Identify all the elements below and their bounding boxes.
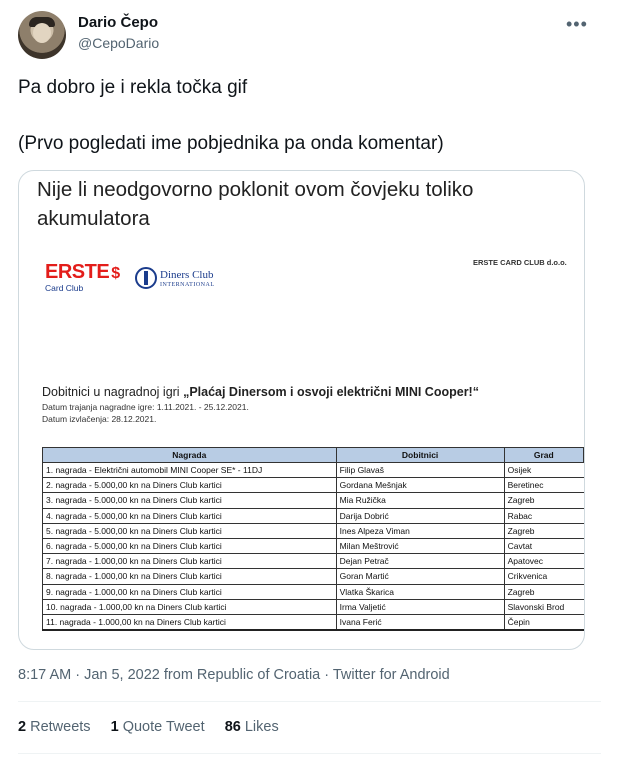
document-title: Dobitnici u nagradnoj igri „Plaćaj Dinersom i osvoji električni MINI Cooper!“ bbox=[42, 385, 479, 399]
table-cell: 10. nagrada - 1.000,00 kn na Diners Club kartici bbox=[43, 599, 337, 614]
table-cell: Slavonski Brod bbox=[504, 599, 583, 614]
table-cell: Milan Meštrović bbox=[336, 538, 504, 553]
table-cell: Ivana Ferić bbox=[336, 614, 504, 630]
company-name: ERSTE CARD CLUB d.o.o. bbox=[473, 258, 567, 267]
table-cell: Ines Alpeza Viman bbox=[336, 523, 504, 538]
table-cell: Zagreb bbox=[504, 493, 583, 508]
table-cell: 3. nagrada - 5.000,00 kn na Diners Club kartici bbox=[43, 493, 337, 508]
table-cell: 7. nagrada - 1.000,00 kn na Diners Club kartici bbox=[43, 554, 337, 569]
table-cell: Filip Glavaš bbox=[336, 463, 504, 478]
table-row bbox=[43, 508, 584, 523]
diners-club-logo-sub: INTERNATIONAL bbox=[160, 282, 215, 288]
table-row bbox=[43, 569, 584, 584]
column-header: Nagrada bbox=[43, 448, 337, 463]
erste-mark-icon: $ bbox=[111, 265, 120, 282]
table-row bbox=[43, 554, 584, 569]
table-cell: Dejan Petrač bbox=[336, 554, 504, 569]
likes-stat[interactable]: 86 Likes bbox=[224, 719, 279, 735]
column-header: Dobitnici bbox=[336, 448, 504, 463]
table-cell: Darija Dobrić bbox=[336, 508, 504, 523]
column-header: Grad bbox=[504, 448, 583, 463]
quote-tweets-stat[interactable]: 1 Quote Tweet bbox=[110, 719, 205, 735]
tweet-text-line1: Pa dobro je i rekla točka gif bbox=[18, 77, 248, 98]
tweet-text-line2: (Prvo pogledati ime pobjednika pa onda komentar) bbox=[18, 133, 444, 154]
table-cell: Beretinec bbox=[504, 478, 583, 493]
table-cell: Crikvenica bbox=[504, 569, 583, 584]
table-row bbox=[43, 463, 584, 478]
erste-logo: ERSTE $ bbox=[45, 261, 120, 283]
avatar-face bbox=[33, 23, 51, 43]
divider bbox=[18, 753, 601, 754]
table-cell: 8. nagrada - 1.000,00 kn na Diners Club kartici bbox=[43, 569, 337, 584]
winners-table-body bbox=[43, 463, 584, 631]
author-avatar[interactable] bbox=[18, 11, 66, 59]
table-cell: 1. nagrada - Električni automobil MINI Cooper SE* - 11DJ bbox=[43, 463, 337, 478]
author-name[interactable]: Dario Čepo bbox=[78, 14, 159, 31]
table-cell: 11. nagrada - 1.000,00 kn na Diners Club kartici bbox=[43, 614, 337, 630]
erste-logo-sub: Card Club bbox=[45, 283, 84, 293]
table-cell: 9. nagrada - 1.000,00 kn na Diners Club kartici bbox=[43, 584, 337, 599]
tweet-stats bbox=[18, 719, 295, 735]
diners-club-logo-icon bbox=[135, 267, 157, 289]
retweets-stat[interactable]: 2 Retweets bbox=[18, 719, 91, 735]
table-cell: Rabac bbox=[504, 508, 583, 523]
table-cell: 2. nagrada - 5.000,00 kn na Diners Club kartici bbox=[43, 478, 337, 493]
table-cell: Osijek bbox=[504, 463, 583, 478]
table-cell: Cavtat bbox=[504, 538, 583, 553]
table-cell: Apatovec bbox=[504, 554, 583, 569]
divider bbox=[18, 701, 601, 702]
document-draw-date: Datum izvlačenja: 28.12.2021. bbox=[42, 414, 157, 424]
author-handle[interactable]: @CepoDario bbox=[78, 35, 160, 51]
tweet-timestamp[interactable]: 8:17 AM · Jan 5, 2022 from Republic of Croatia · Twitter for Android bbox=[18, 667, 450, 683]
table-row bbox=[43, 493, 584, 508]
table-row bbox=[43, 584, 584, 599]
table-cell: Zagreb bbox=[504, 584, 583, 599]
table-row bbox=[43, 614, 584, 630]
table-cell: 5. nagrada - 5.000,00 kn na Diners Club kartici bbox=[43, 523, 337, 538]
tweet-media-image[interactable] bbox=[18, 170, 585, 650]
table-cell: Irma Valjetić bbox=[336, 599, 504, 614]
table-cell: Goran Martić bbox=[336, 569, 504, 584]
table-cell: Gordana Mešnjak bbox=[336, 478, 504, 493]
table-cell: Vlatka Škarica bbox=[336, 584, 504, 599]
table-cell: Čepin bbox=[504, 614, 583, 630]
table-cell: Mia Ružička bbox=[336, 493, 504, 508]
more-options-icon[interactable]: ••• bbox=[566, 14, 588, 34]
media-caption: Nije li neodgovorno poklonit ovom čovjeku toliko akumulatora bbox=[37, 178, 474, 230]
table-cell: 4. nagrada - 5.000,00 kn na Diners Club kartici bbox=[43, 508, 337, 523]
document-duration: Datum trajanja nagradne igre: 1.11.2021. - 25.12.2021. bbox=[42, 402, 249, 412]
diners-club-logo-text: Diners Club bbox=[160, 269, 214, 281]
winners-table bbox=[42, 447, 584, 631]
table-row bbox=[43, 523, 584, 538]
table-cell: 6. nagrada - 5.000,00 kn na Diners Club kartici bbox=[43, 538, 337, 553]
table-row bbox=[43, 478, 584, 493]
winners-table-header bbox=[43, 448, 584, 463]
table-row bbox=[43, 538, 584, 553]
table-row bbox=[43, 599, 584, 614]
table-cell: Zagreb bbox=[504, 523, 583, 538]
